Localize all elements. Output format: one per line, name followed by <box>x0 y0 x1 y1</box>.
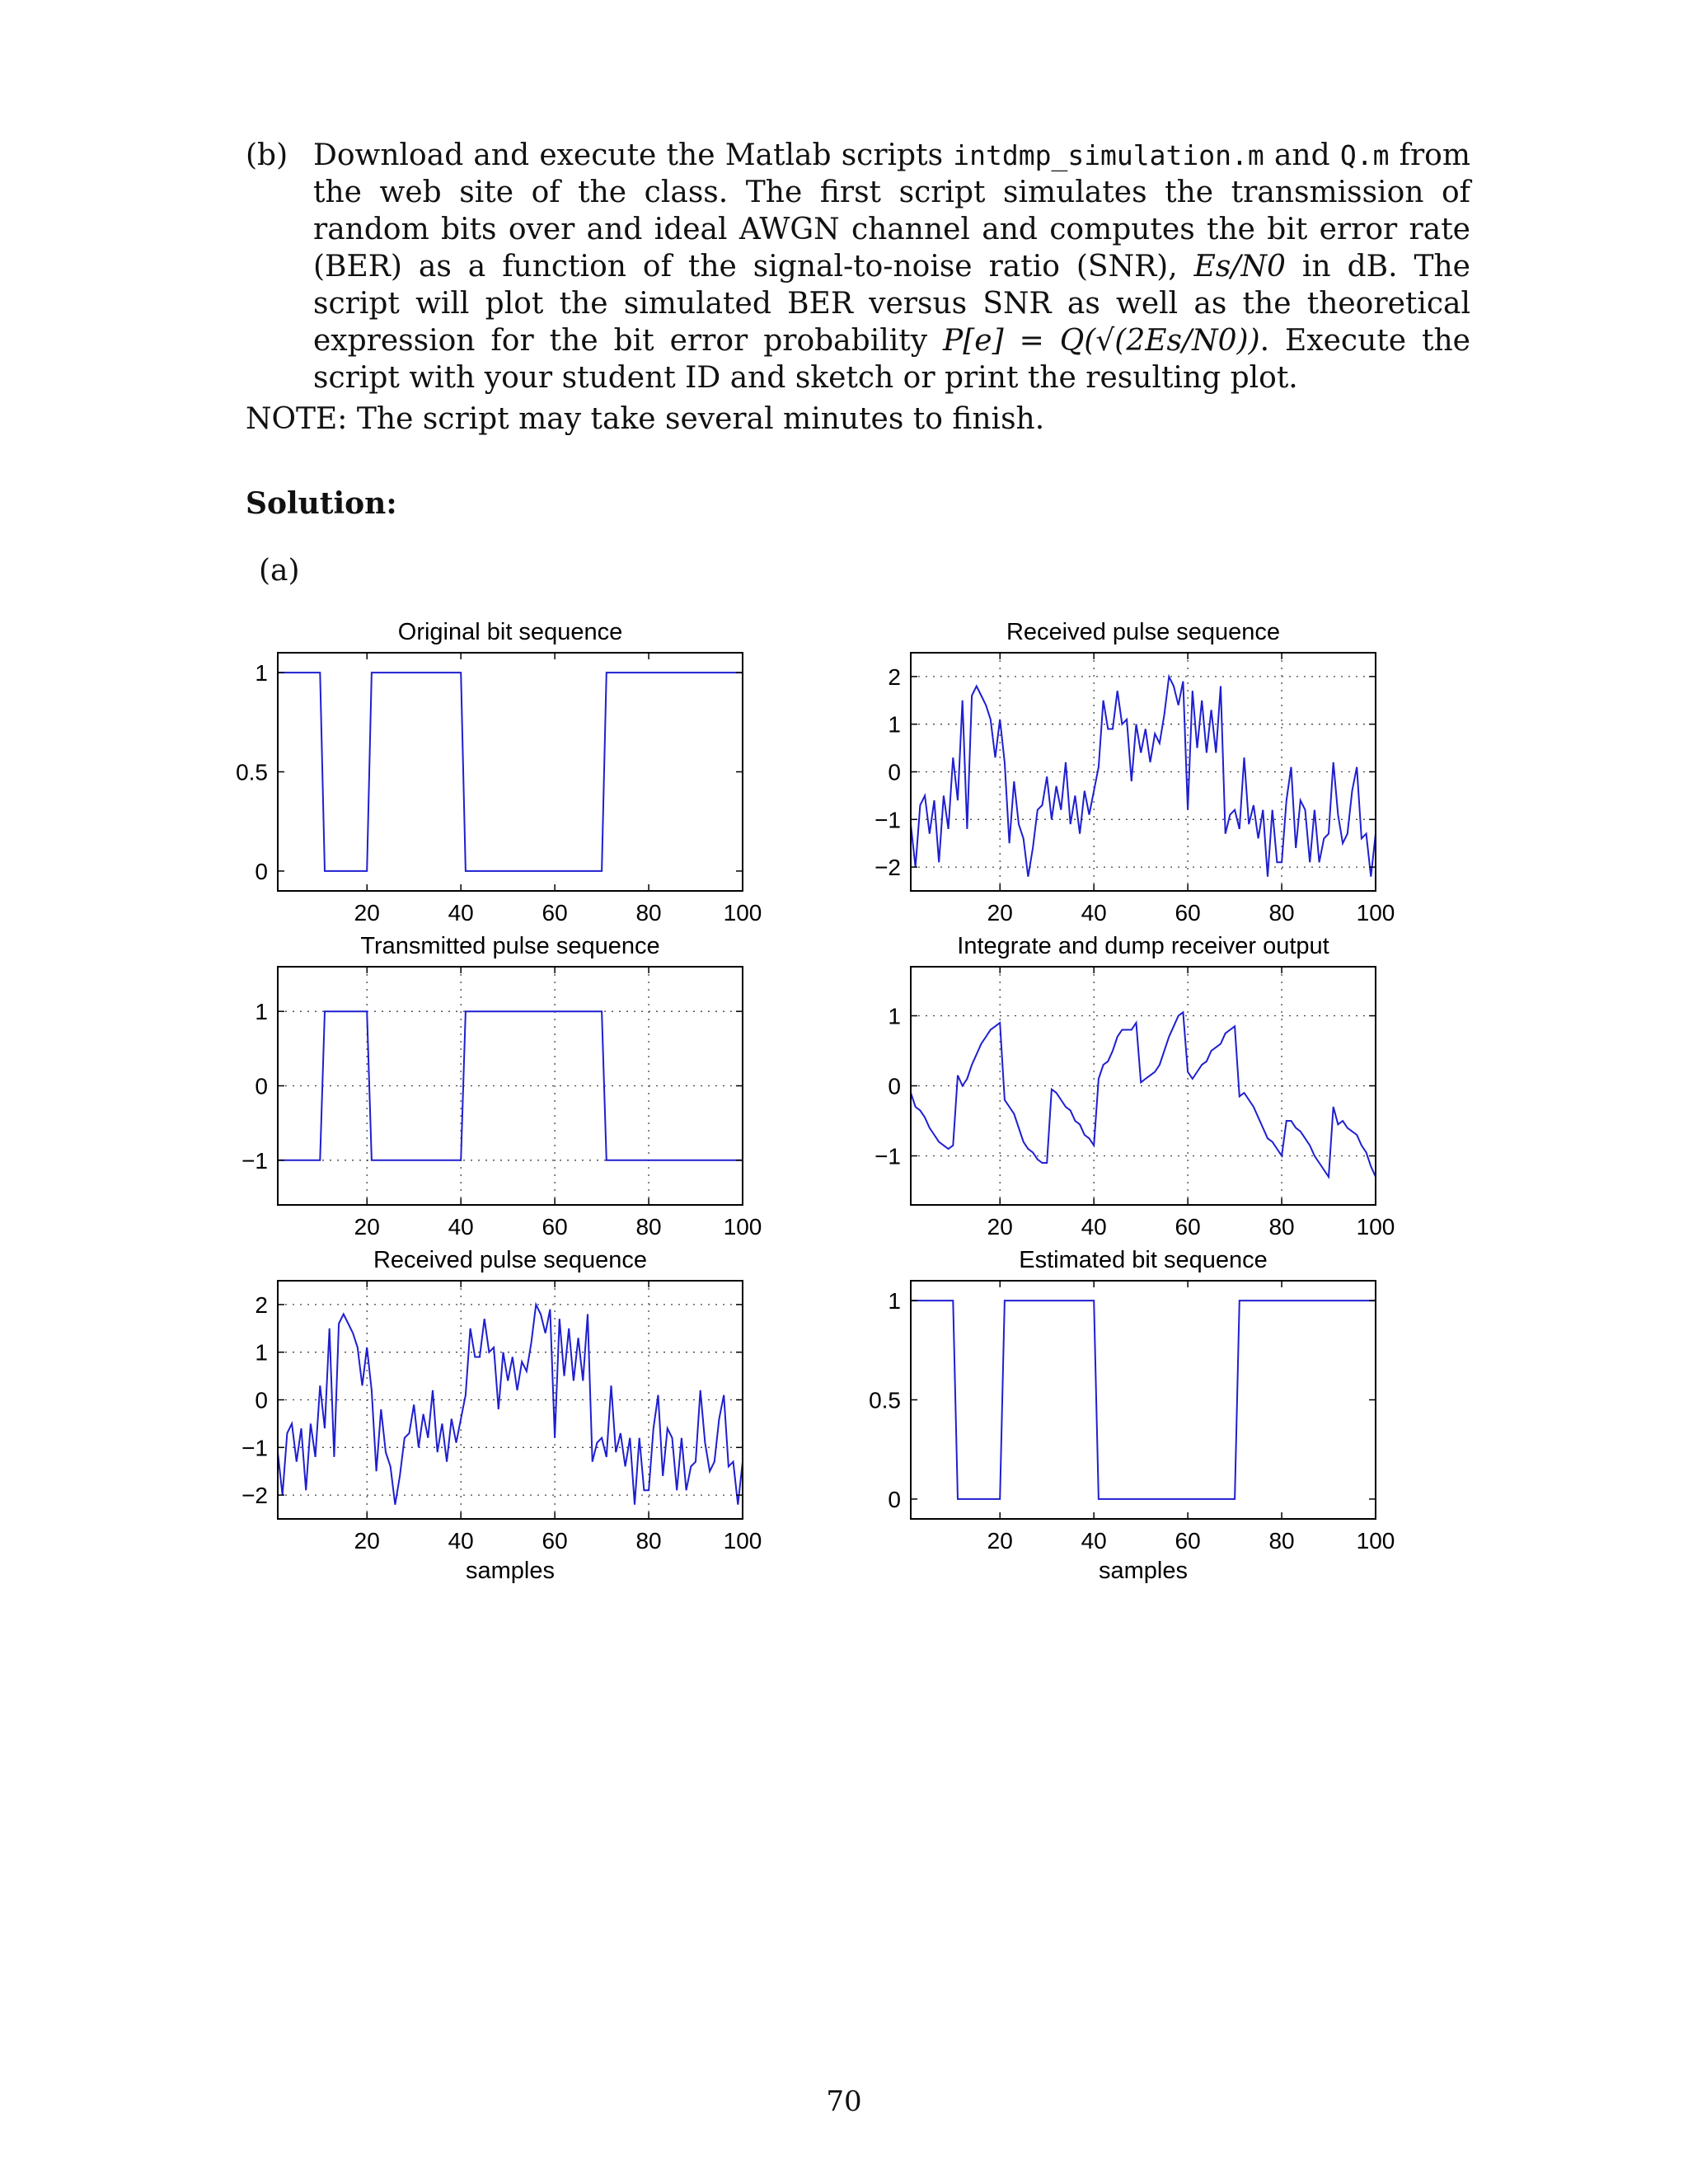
y-tick-label: 1 <box>888 1288 901 1315</box>
x-tick-label: 40 <box>448 1528 474 1554</box>
subplot-1 <box>236 619 762 926</box>
axes-box <box>911 653 1376 891</box>
data-line <box>278 1305 743 1505</box>
y-tick-label: 0 <box>888 1486 901 1512</box>
item-b-label: (b) <box>246 138 288 172</box>
y-tick-label: 0.5 <box>869 1387 901 1413</box>
axes-box <box>911 967 1376 1205</box>
solution-heading: Solution: <box>246 486 397 521</box>
x-tick-label: 100 <box>723 1528 762 1554</box>
data-line <box>278 673 743 871</box>
subplot-6 <box>869 1247 1395 1584</box>
subplot-title: Original bit sequence <box>397 619 623 645</box>
y-tick-label: 1 <box>888 711 901 738</box>
y-tick-label: 2 <box>888 663 901 690</box>
x-tick-label: 20 <box>354 900 380 926</box>
axes-box <box>278 653 743 891</box>
subplot-title: Received pulse sequence <box>373 1247 648 1273</box>
x-tick-label: 80 <box>635 1214 662 1240</box>
y-tick-label: −1 <box>241 1435 268 1461</box>
x-tick-label: 20 <box>354 1214 380 1240</box>
script-name-q: Q.m <box>1339 139 1390 171</box>
x-tick-label: 80 <box>1268 900 1295 926</box>
axes-box <box>278 967 743 1205</box>
error-probability-formula: P[e] = Q(√(2Es/N0)) <box>943 324 1260 358</box>
x-tick-label: 100 <box>723 1214 762 1240</box>
y-tick-label: 1 <box>255 999 268 1025</box>
x-tick-label: 40 <box>1081 1528 1107 1554</box>
x-axis-label: samples <box>466 1558 555 1584</box>
y-tick-label: −1 <box>241 1147 268 1174</box>
axes-box <box>278 1281 743 1519</box>
x-tick-label: 60 <box>542 1528 568 1554</box>
item-b-text-3: in dB. The script will plot the simulated BER versus SNR as well as the theoretical expression for the bit error probability <box>313 250 1470 358</box>
page-number: 70 <box>826 2085 862 2118</box>
x-tick-label: 20 <box>354 1528 380 1554</box>
x-tick-label: 40 <box>448 900 474 926</box>
data-line <box>278 1011 743 1160</box>
snr-symbol: Es/N0 <box>1193 250 1286 284</box>
x-tick-label: 60 <box>542 1214 568 1240</box>
item-b-text-4: . Execute the script with your student ID and sketch or print the resulting plot. <box>313 324 1470 395</box>
y-tick-label: 0 <box>255 1387 268 1413</box>
sub-part-a-label: (a) <box>259 554 300 588</box>
y-tick-label: −1 <box>874 807 901 833</box>
y-tick-label: −1 <box>874 1143 901 1169</box>
subplot-3 <box>241 933 762 1240</box>
x-tick-label: 20 <box>987 1528 1013 1554</box>
y-tick-label: 1 <box>255 1339 268 1366</box>
x-tick-label: 80 <box>635 900 662 926</box>
item-b-and: and <box>1264 138 1340 172</box>
y-tick-label: −2 <box>241 1483 268 1509</box>
item-b-text-1: Download and execute the Matlab scripts <box>313 138 954 172</box>
subplot-title: Transmitted pulse sequence <box>360 933 660 959</box>
x-tick-label: 60 <box>1175 900 1201 926</box>
subplot-title: Received pulse sequence <box>1006 619 1281 645</box>
y-tick-label: 2 <box>255 1291 268 1318</box>
x-tick-label: 100 <box>1356 1214 1395 1240</box>
item-b-text-2: from the web site of the class. The first script simulates the transmission of random bits over and ideal AWGN channel and computes the bit error rate (BER) as a function of the signal-to-noise ratio (SNR), <box>313 138 1470 284</box>
subplot-5 <box>241 1247 762 1584</box>
x-tick-label: 60 <box>1175 1528 1201 1554</box>
y-tick-label: 0 <box>255 858 268 884</box>
data-line <box>911 1301 1376 1499</box>
x-tick-label: 40 <box>1081 1214 1107 1240</box>
x-tick-label: 20 <box>987 1214 1013 1240</box>
y-tick-label: 1 <box>255 660 268 687</box>
axes-box <box>911 1281 1376 1519</box>
y-tick-label: 0.5 <box>236 759 268 785</box>
x-tick-label: 60 <box>1175 1214 1201 1240</box>
y-tick-label: 1 <box>888 1003 901 1029</box>
subplot-title: Integrate and dump receiver output <box>957 933 1329 959</box>
data-line <box>911 677 1376 877</box>
note-text: NOTE: The script may take several minutes to finish. <box>246 402 1045 436</box>
x-tick-label: 80 <box>1268 1528 1295 1554</box>
x-tick-label: 20 <box>987 900 1013 926</box>
x-tick-label: 40 <box>448 1214 474 1240</box>
x-tick-label: 100 <box>723 900 762 926</box>
script-name-intdmp: intdmp_simulation.m <box>953 139 1264 171</box>
y-tick-label: 0 <box>888 759 901 785</box>
x-tick-label: 80 <box>1268 1214 1295 1240</box>
x-tick-label: 100 <box>1356 1528 1395 1554</box>
x-tick-label: 60 <box>542 900 568 926</box>
y-tick-label: 0 <box>255 1073 268 1099</box>
subplot-2 <box>874 619 1395 926</box>
x-tick-label: 40 <box>1081 900 1107 926</box>
data-line <box>911 1012 1376 1177</box>
x-axis-label: samples <box>1099 1558 1188 1584</box>
x-tick-label: 80 <box>635 1528 662 1554</box>
y-tick-label: 0 <box>888 1073 901 1099</box>
y-tick-label: −2 <box>874 855 901 881</box>
subplot-title: Estimated bit sequence <box>1019 1247 1268 1273</box>
subplot-4 <box>874 933 1395 1240</box>
x-tick-label: 100 <box>1356 900 1395 926</box>
